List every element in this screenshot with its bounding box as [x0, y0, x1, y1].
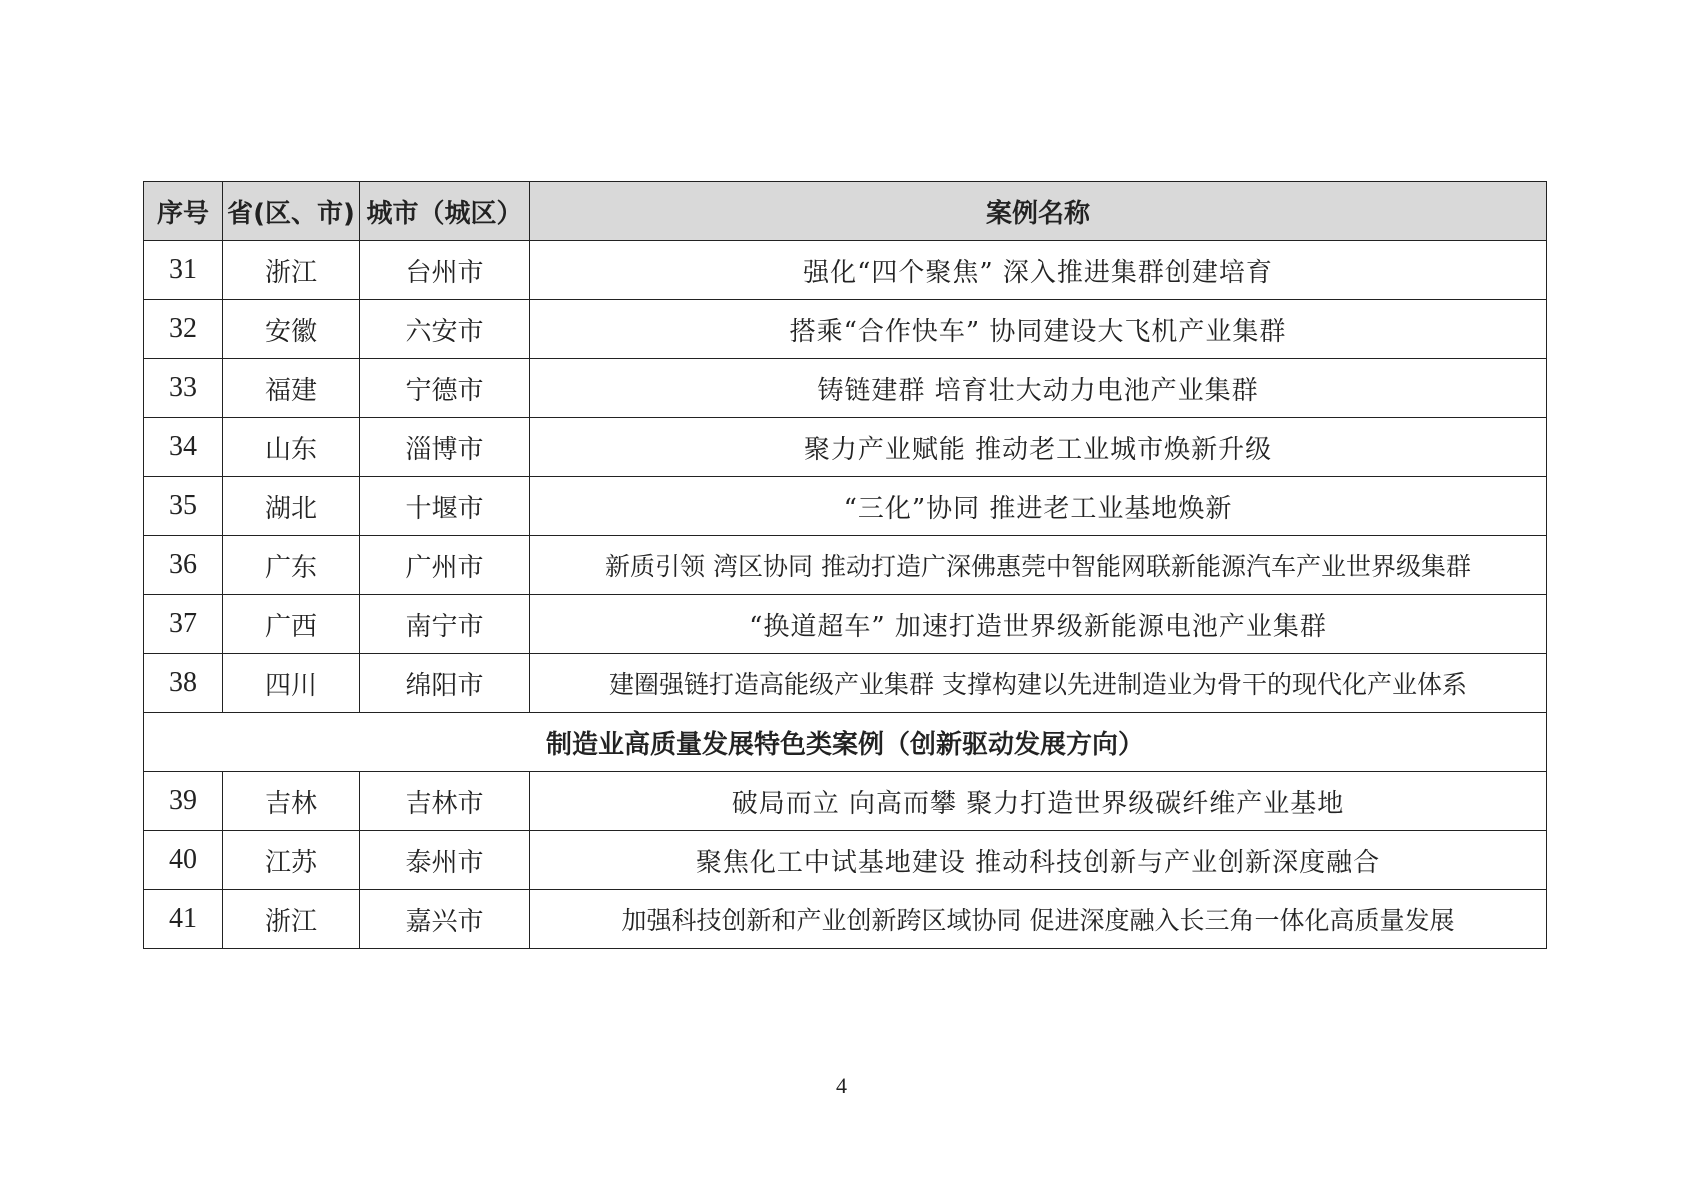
row-city: 泰州市	[360, 831, 530, 890]
header-case-name: 案例名称	[530, 182, 1547, 241]
table-row	[144, 359, 1547, 418]
row-case-name: 加强科技创新和产业创新跨区域协同 促进深度融入长三角一体化高质量发展	[530, 890, 1547, 949]
row-city: 六安市	[360, 300, 530, 359]
row-no: 38	[144, 654, 223, 713]
table-row	[144, 477, 1547, 536]
table-row	[144, 654, 1547, 713]
header-no: 序号	[144, 182, 223, 241]
page-number: 4	[836, 1073, 847, 1098]
cases-table	[143, 181, 1547, 949]
row-city: 十堰市	[360, 477, 530, 536]
table-row	[144, 831, 1547, 890]
row-case-name: 聚焦化工中试基地建设 推动科技创新与产业创新深度融合	[530, 831, 1547, 890]
row-case-name: 搭乘“合作快车” 协同建设大飞机产业集群	[530, 300, 1547, 359]
row-no: 34	[144, 418, 223, 477]
header-city: 城市（城区）	[360, 182, 530, 241]
table-row	[144, 772, 1547, 831]
table-row	[144, 595, 1547, 654]
row-no: 39	[144, 772, 223, 831]
row-case-name: 聚力产业赋能 推动老工业城市焕新升级	[530, 418, 1547, 477]
section-title: 制造业高质量发展特色类案例（创新驱动发展方向）	[144, 713, 1547, 772]
row-province: 山东	[223, 418, 360, 477]
row-province: 广西	[223, 595, 360, 654]
table-row	[144, 241, 1547, 300]
row-city: 广州市	[360, 536, 530, 595]
row-province: 四川	[223, 654, 360, 713]
row-city: 嘉兴市	[360, 890, 530, 949]
row-no: 32	[144, 300, 223, 359]
row-case-name: 强化“四个聚焦” 深入推进集群创建培育	[530, 241, 1547, 300]
row-no: 33	[144, 359, 223, 418]
row-case-name: “换道超车” 加速打造世界级新能源电池产业集群	[530, 595, 1547, 654]
row-no: 37	[144, 595, 223, 654]
row-province: 福建	[223, 359, 360, 418]
row-city: 吉林市	[360, 772, 530, 831]
row-case-name: “三化”协同 推进老工业基地焕新	[530, 477, 1547, 536]
row-province: 广东	[223, 536, 360, 595]
row-case-name: 破局而立 向高而攀 聚力打造世界级碳纤维产业基地	[530, 772, 1547, 831]
row-province: 浙江	[223, 241, 360, 300]
row-no: 35	[144, 477, 223, 536]
row-province: 浙江	[223, 890, 360, 949]
row-city: 宁德市	[360, 359, 530, 418]
row-no: 31	[144, 241, 223, 300]
row-no: 36	[144, 536, 223, 595]
table-row	[144, 300, 1547, 359]
row-province: 江苏	[223, 831, 360, 890]
row-province: 湖北	[223, 477, 360, 536]
table-row	[144, 890, 1547, 949]
row-province: 安徽	[223, 300, 360, 359]
table-header-row	[144, 182, 1547, 241]
row-city: 绵阳市	[360, 654, 530, 713]
row-city: 台州市	[360, 241, 530, 300]
table-row	[144, 418, 1547, 477]
row-no: 41	[144, 890, 223, 949]
row-city: 南宁市	[360, 595, 530, 654]
section-row	[144, 713, 1547, 772]
row-no: 40	[144, 831, 223, 890]
row-city: 淄博市	[360, 418, 530, 477]
table-row	[144, 536, 1547, 595]
row-case-name: 建圈强链打造高能级产业集群 支撑构建以先进制造业为骨干的现代化产业体系	[530, 654, 1547, 713]
row-case-name: 铸链建群 培育壮大动力电池产业集群	[530, 359, 1547, 418]
row-province: 吉林	[223, 772, 360, 831]
row-case-name: 新质引领 湾区协同 推动打造广深佛惠莞中智能网联新能源汽车产业世界级集群	[530, 536, 1547, 595]
header-province: 省(区、市)	[223, 182, 360, 241]
